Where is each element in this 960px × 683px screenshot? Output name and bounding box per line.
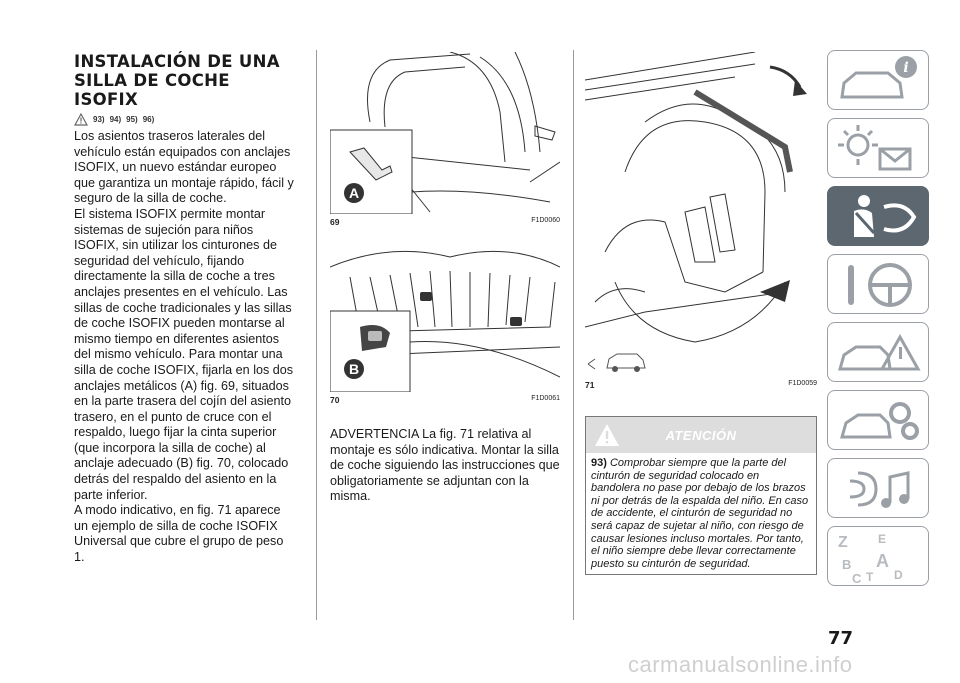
tab-maintenance[interactable] — [827, 390, 929, 450]
callout-b-label: B — [348, 361, 360, 377]
seatbelt-airbag-icon — [828, 187, 929, 246]
warning-body — [586, 453, 816, 574]
isofix-top-tether-illustration — [330, 247, 560, 392]
warning-lights-icon — [828, 119, 929, 178]
warning-text: Comprobar siempre que la parte del cinturón de seguridad colocado en bandolera no pase por debajo de los brazos ni por detrás de la espalda del niño. En caso de accidente, el cinturón de seguridad no será capaz de sujetar al niño, con riesgo de causar lesiones incluso mortales. Por tanto, el niño siempre debe llevar correctamente puesto su cinturón de seguridad. — [591, 457, 809, 570]
advertencia-text: ADVERTENCIA La fig. 71 relativa al montaje es sólo indicativa. Montar la silla de coche siguiendo las instrucciones que obligatoriamente se adjuntan con la misma. — [330, 427, 560, 504]
index-letters-icon — [828, 527, 929, 586]
figure-70-caption — [330, 395, 560, 407]
svg-text:B: B — [842, 557, 852, 572]
section-title — [74, 52, 296, 109]
warning-triangle-icon — [594, 423, 620, 447]
right-column — [585, 52, 817, 575]
warning-title: ATENCIÓN — [665, 427, 737, 443]
section-title-line-1: INSTALACIÓN DE UNA — [74, 52, 280, 71]
figure-69-number: 69 — [330, 217, 340, 227]
column-divider — [316, 50, 317, 620]
svg-text:T: T — [866, 570, 874, 584]
figure-71-code: F1D0059 — [788, 380, 817, 387]
figure-column — [330, 52, 560, 505]
tab-driving[interactable] — [827, 254, 929, 314]
ref-95[interactable]: 95) — [126, 114, 138, 124]
callout-a-label: A — [348, 185, 360, 201]
main-text-column — [74, 52, 296, 566]
section-title-line-2: SILLA DE COCHE ISOFIX — [74, 71, 230, 109]
figure-70-code: F1D0061 — [531, 395, 560, 402]
paragraph-3: A modo indicativo, en fig. 71 aparece un ejemplo de silla de coche ISOFIX Universal que cubre el grupo de peso 1. — [74, 503, 284, 565]
tab-safety[interactable] — [827, 186, 929, 246]
warning-header — [586, 417, 816, 453]
paragraph-2: El sistema ISOFIX permite montar sistemas de sujeción para niños ISOFIX, sin utilizar los cinturones de seguridad del vehículo, fijando directamente la silla de coche a tres anclajes presentes en el vehículo. Las sillas de coche tradicionales y las sillas de coche ISOFIX pueden montarse al mismo tiempo en diferentes asientos del mismo vehículo. Para montar una silla de coche ISOFIX, fijarla en los dos anclajes metálicos (A) fig. 69, situados en la parte trasera del cojín del asiento trasero, en el punto de cruce con el respaldo, luego fijar la cinta superior (que incorpora la silla de coche) al anclaje adecuado (B) fig. 70, colocado detrás del respaldo del asiento en la parte inferior. — [74, 206, 294, 502]
steering-wheel-icon — [828, 255, 929, 314]
warning-references — [74, 111, 296, 127]
watermark: carmanualsonline.info — [628, 652, 853, 677]
figure-69-caption — [330, 217, 560, 229]
tab-car-info[interactable] — [827, 50, 929, 110]
tab-multimedia[interactable] — [827, 458, 929, 518]
figure-70 — [330, 247, 560, 407]
multimedia-icon — [828, 459, 929, 518]
tab-index[interactable] — [827, 526, 929, 586]
child-seat-illustration — [585, 52, 817, 377]
page-number: 77 — [828, 628, 854, 649]
svg-text:Z: Z — [838, 534, 848, 551]
car-info-icon — [828, 51, 929, 110]
column-divider — [573, 50, 574, 620]
warning-ref: 93) — [591, 457, 607, 469]
tab-warning-lights[interactable] — [827, 118, 929, 178]
figure-70-number: 70 — [330, 395, 340, 405]
ref-93[interactable]: 93) — [93, 114, 105, 124]
svg-text:E: E — [878, 532, 887, 546]
body-text — [74, 129, 296, 566]
tab-emergency[interactable] — [827, 322, 929, 382]
emergency-icon — [828, 323, 929, 382]
figure-69-code: F1D0060 — [531, 217, 560, 224]
figure-71-number: 71 — [585, 380, 595, 390]
figure-71-caption — [585, 380, 817, 392]
svg-text:i: i — [903, 60, 909, 76]
warning-triangle-icon — [74, 113, 88, 126]
warning-box — [585, 416, 817, 575]
svg-text:C: C — [852, 571, 862, 586]
ref-94[interactable]: 94) — [109, 114, 122, 124]
ref-96[interactable]: 96) — [142, 114, 155, 124]
chapter-sidebar — [827, 50, 929, 594]
svg-text:A: A — [876, 551, 889, 571]
figure-69 — [330, 52, 560, 229]
svg-text:D: D — [894, 568, 903, 582]
paragraph-1: Los asientos traseros laterales del vehículo están equipados con anclajes ISOFIX, un nuevo estándar europeo que garantiza un montaje rápido, fácil y seguro de la silla de coche. — [74, 129, 294, 206]
maintenance-gear-icon — [828, 391, 929, 450]
car-side-icon — [588, 354, 645, 372]
figure-71 — [585, 52, 817, 392]
isofix-seat-anchor-illustration — [330, 52, 560, 214]
